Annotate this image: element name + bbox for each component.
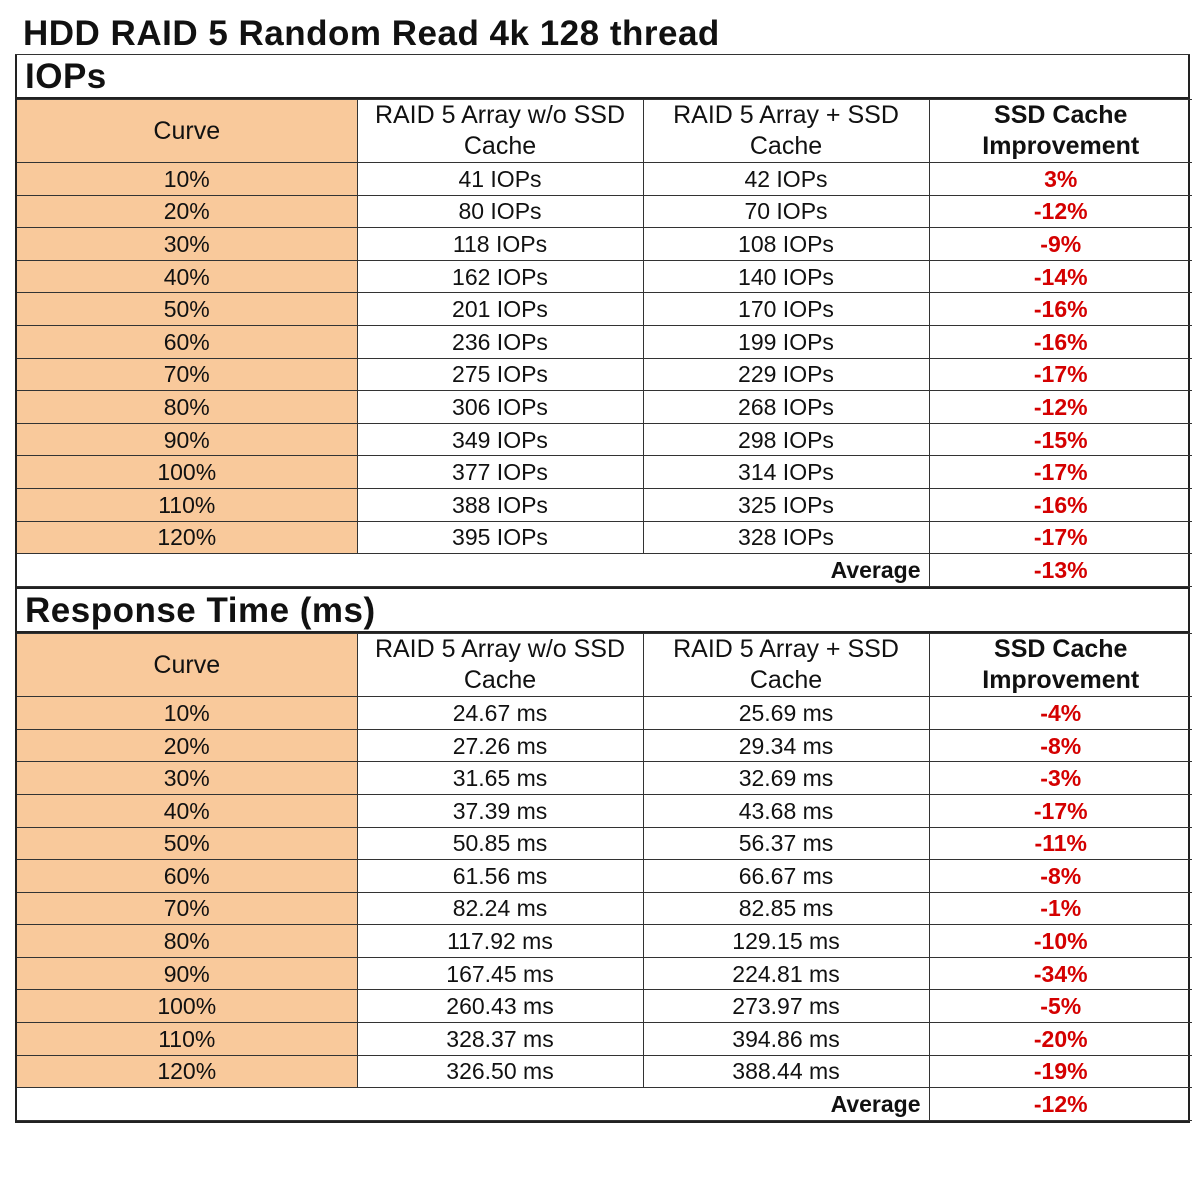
improvement-cell: -17%: [929, 794, 1192, 827]
column-header: RAID 5 Array + SSD Cache: [643, 100, 929, 163]
improvement-cell: -5%: [929, 990, 1192, 1023]
table-row: [17, 860, 1192, 893]
curve-cell: 50%: [17, 293, 357, 326]
improvement-cell: -4%: [929, 697, 1192, 730]
curve-cell: 10%: [17, 697, 357, 730]
curve-cell: 110%: [17, 1023, 357, 1056]
table-row: [17, 925, 1192, 958]
curve-cell: 110%: [17, 488, 357, 521]
with-cache-cell: 129.15 ms: [643, 925, 929, 958]
table-row: [17, 697, 1192, 730]
table-row: [17, 423, 1192, 456]
improvement-cell: -16%: [929, 293, 1192, 326]
with-cache-cell: 170 IOPs: [643, 293, 929, 326]
without-cache-cell: 275 IOPs: [357, 358, 643, 391]
average-label: Average: [17, 554, 929, 587]
results-table: [17, 99, 1192, 587]
with-cache-cell: 298 IOPs: [643, 423, 929, 456]
with-cache-cell: 108 IOPs: [643, 228, 929, 261]
with-cache-cell: 140 IOPs: [643, 260, 929, 293]
curve-cell: 60%: [17, 860, 357, 893]
average-label: Average: [17, 1088, 929, 1121]
improvement-cell: -12%: [929, 195, 1192, 228]
improvement-cell: -8%: [929, 729, 1192, 762]
column-header: SSD Cache Improvement: [929, 634, 1192, 697]
table-row: [17, 228, 1192, 261]
page-title: HDD RAID 5 Random Read 4k 128 thread: [23, 14, 720, 53]
curve-cell: 40%: [17, 794, 357, 827]
with-cache-cell: 82.85 ms: [643, 892, 929, 925]
without-cache-cell: 24.67 ms: [357, 697, 643, 730]
improvement-cell: -17%: [929, 521, 1192, 554]
curve-cell: 70%: [17, 358, 357, 391]
improvement-cell: -16%: [929, 488, 1192, 521]
without-cache-cell: 50.85 ms: [357, 827, 643, 860]
without-cache-cell: 37.39 ms: [357, 794, 643, 827]
with-cache-cell: 199 IOPs: [643, 325, 929, 358]
with-cache-cell: 394.86 ms: [643, 1023, 929, 1056]
curve-cell: 80%: [17, 391, 357, 424]
table-row: [17, 456, 1192, 489]
without-cache-cell: 395 IOPs: [357, 521, 643, 554]
without-cache-cell: 80 IOPs: [357, 195, 643, 228]
with-cache-cell: 42 IOPs: [643, 163, 929, 196]
improvement-cell: -9%: [929, 228, 1192, 261]
section-heading-row: [15, 589, 1190, 633]
curve-cell: 90%: [17, 957, 357, 990]
improvement-cell: -10%: [929, 925, 1192, 958]
without-cache-cell: 117.92 ms: [357, 925, 643, 958]
table-row: [17, 163, 1192, 196]
average-row: [17, 554, 1192, 587]
improvement-cell: -17%: [929, 456, 1192, 489]
table-row: [17, 293, 1192, 326]
table-row: [17, 391, 1192, 424]
table-row: [17, 827, 1192, 860]
curve-cell: 40%: [17, 260, 357, 293]
table-row: [17, 358, 1192, 391]
with-cache-cell: 325 IOPs: [643, 488, 929, 521]
table-header-row: [17, 634, 1192, 697]
table-row: [17, 957, 1192, 990]
improvement-cell: -11%: [929, 827, 1192, 860]
with-cache-cell: 229 IOPs: [643, 358, 929, 391]
without-cache-cell: 41 IOPs: [357, 163, 643, 196]
with-cache-cell: 66.67 ms: [643, 860, 929, 893]
table-row: [17, 892, 1192, 925]
table-row: [17, 325, 1192, 358]
with-cache-cell: 32.69 ms: [643, 762, 929, 795]
without-cache-cell: 377 IOPs: [357, 456, 643, 489]
without-cache-cell: 162 IOPs: [357, 260, 643, 293]
improvement-cell: -15%: [929, 423, 1192, 456]
curve-cell: 70%: [17, 892, 357, 925]
with-cache-cell: 29.34 ms: [643, 729, 929, 762]
without-cache-cell: 167.45 ms: [357, 957, 643, 990]
curve-cell: 60%: [17, 325, 357, 358]
improvement-cell: -17%: [929, 358, 1192, 391]
table-row: [17, 794, 1192, 827]
with-cache-cell: 25.69 ms: [643, 697, 929, 730]
without-cache-cell: 61.56 ms: [357, 860, 643, 893]
curve-cell: 30%: [17, 762, 357, 795]
table-wrapper: [15, 99, 1190, 589]
with-cache-cell: 314 IOPs: [643, 456, 929, 489]
improvement-cell: -12%: [929, 391, 1192, 424]
without-cache-cell: 306 IOPs: [357, 391, 643, 424]
sections-container: [15, 55, 1190, 1123]
with-cache-cell: 273.97 ms: [643, 990, 929, 1023]
curve-cell: 90%: [17, 423, 357, 456]
curve-cell: 120%: [17, 521, 357, 554]
curve-cell: 120%: [17, 1055, 357, 1088]
table-row: [17, 1055, 1192, 1088]
curve-cell: 50%: [17, 827, 357, 860]
with-cache-cell: 43.68 ms: [643, 794, 929, 827]
table-row: [17, 260, 1192, 293]
curve-cell: 20%: [17, 729, 357, 762]
table-row: [17, 195, 1192, 228]
with-cache-cell: 224.81 ms: [643, 957, 929, 990]
improvement-cell: -19%: [929, 1055, 1192, 1088]
section-heading: Response Time (ms): [25, 591, 376, 631]
improvement-cell: 3%: [929, 163, 1192, 196]
table-row: [17, 762, 1192, 795]
curve-cell: 100%: [17, 456, 357, 489]
table-header-row: [17, 100, 1192, 163]
table-row: [17, 488, 1192, 521]
without-cache-cell: 201 IOPs: [357, 293, 643, 326]
without-cache-cell: 236 IOPs: [357, 325, 643, 358]
improvement-cell: -20%: [929, 1023, 1192, 1056]
with-cache-cell: 328 IOPs: [643, 521, 929, 554]
column-header: Curve: [17, 634, 357, 697]
section-heading-row: [15, 55, 1190, 99]
with-cache-cell: 388.44 ms: [643, 1055, 929, 1088]
improvement-cell: -1%: [929, 892, 1192, 925]
table-row: [17, 729, 1192, 762]
title-row: [15, 10, 1190, 55]
average-value: -13%: [929, 554, 1192, 587]
improvement-cell: -34%: [929, 957, 1192, 990]
curve-cell: 100%: [17, 990, 357, 1023]
with-cache-cell: 268 IOPs: [643, 391, 929, 424]
without-cache-cell: 31.65 ms: [357, 762, 643, 795]
table-row: [17, 990, 1192, 1023]
without-cache-cell: 27.26 ms: [357, 729, 643, 762]
column-header: SSD Cache Improvement: [929, 100, 1192, 163]
column-header: RAID 5 Array + SSD Cache: [643, 634, 929, 697]
column-header: Curve: [17, 100, 357, 163]
table-wrapper: [15, 633, 1190, 1123]
curve-cell: 20%: [17, 195, 357, 228]
improvement-cell: -14%: [929, 260, 1192, 293]
table-row: [17, 1023, 1192, 1056]
results-table: [17, 633, 1192, 1121]
average-value: -12%: [929, 1088, 1192, 1121]
without-cache-cell: 388 IOPs: [357, 488, 643, 521]
table-row: [17, 521, 1192, 554]
curve-cell: 30%: [17, 228, 357, 261]
benchmark-sheet: [15, 10, 1190, 1123]
curve-cell: 80%: [17, 925, 357, 958]
improvement-cell: -3%: [929, 762, 1192, 795]
without-cache-cell: 349 IOPs: [357, 423, 643, 456]
column-header: RAID 5 Array w/o SSD Cache: [357, 634, 643, 697]
curve-cell: 10%: [17, 163, 357, 196]
with-cache-cell: 56.37 ms: [643, 827, 929, 860]
without-cache-cell: 260.43 ms: [357, 990, 643, 1023]
with-cache-cell: 70 IOPs: [643, 195, 929, 228]
without-cache-cell: 118 IOPs: [357, 228, 643, 261]
without-cache-cell: 326.50 ms: [357, 1055, 643, 1088]
improvement-cell: -8%: [929, 860, 1192, 893]
section-heading: IOPs: [25, 57, 107, 96]
without-cache-cell: 82.24 ms: [357, 892, 643, 925]
average-row: [17, 1088, 1192, 1121]
column-header: RAID 5 Array w/o SSD Cache: [357, 100, 643, 163]
improvement-cell: -16%: [929, 325, 1192, 358]
without-cache-cell: 328.37 ms: [357, 1023, 643, 1056]
